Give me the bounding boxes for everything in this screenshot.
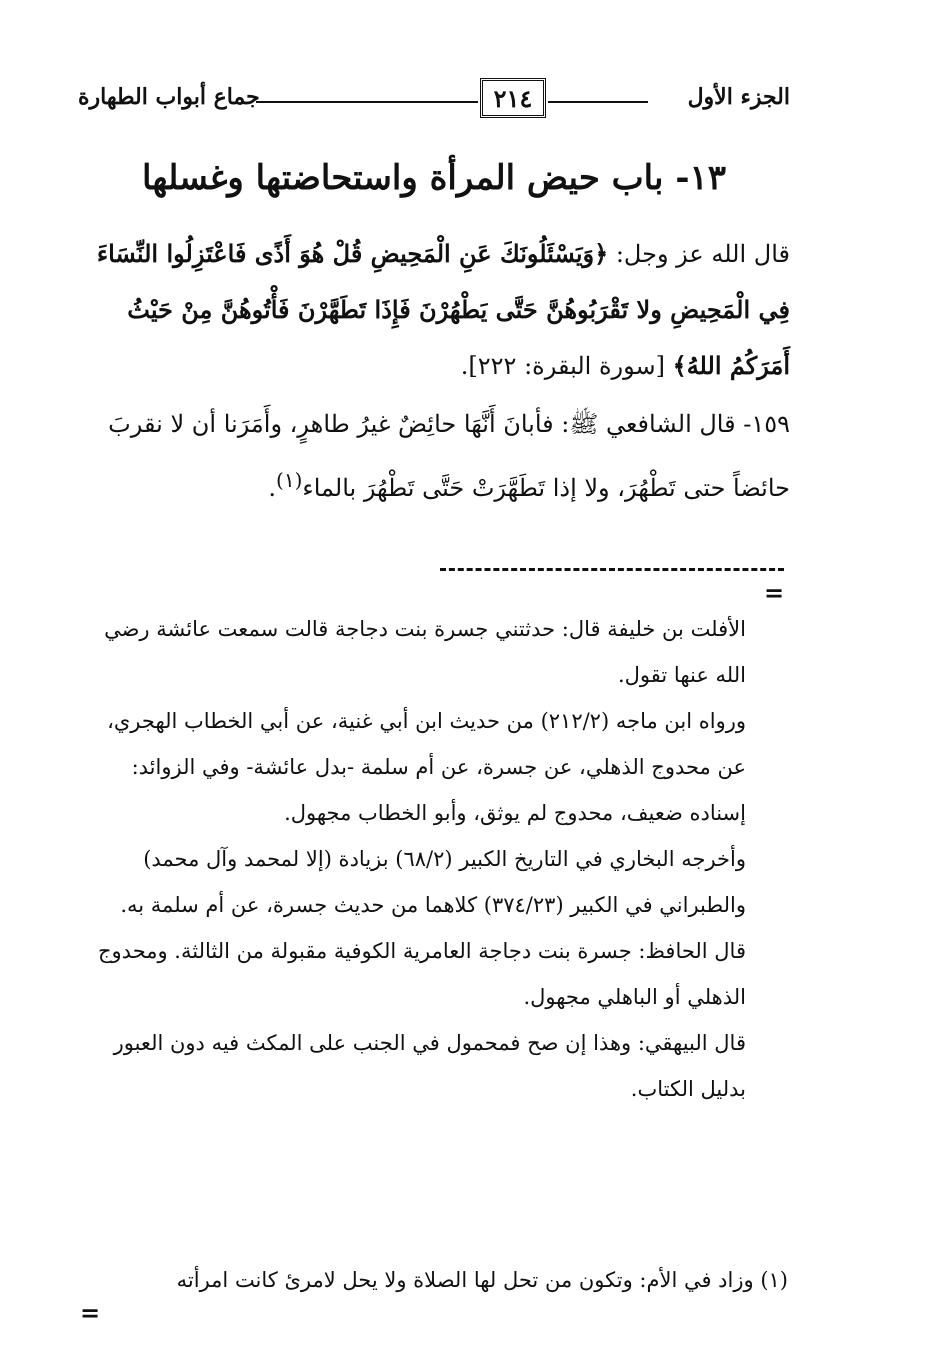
volume-label: الجزء الأول: [687, 84, 790, 110]
continued-mark-bottom: =: [80, 1298, 101, 1327]
footnote-paragraph: وأخرجه البخاري في التاريخ الكبير (٦٨/٢) بزيادة (إلا لمحمد وآل محمد) والطبراني في الكبير (٣٧٤/٢٣) كلاهما من حديث جسرة، عن أم سلمة به.: [120, 847, 746, 917]
footnote-paragraph: ورواه ابن ماجه (٢١٢/٢) من حديث ابن أبي غنية، عن أبي الخطاب الهجري، عن محدوج الذهلي، عن جسرة، عن أم سلمة -بدل عائشة- وفي الزوائد: إسناده ضعيف، محدوج لم يوثق، وأبو الخطاب مجهول.: [107, 709, 746, 825]
quran-reference: [سورة البقرة: ٢٢٢].: [460, 352, 673, 380]
page-number-box: [480, 78, 546, 118]
quran-intro: قال الله عز وجل:: [608, 240, 790, 268]
paragraph-159-end: .: [268, 474, 277, 502]
footnote-paragraph: قال الحافظ: جسرة بنت دجاجة العامرية الكوفية مقبولة من الثالثة. ومحدوج الذهلي أو الباهلي مجهول.: [97, 939, 746, 1009]
footnote-separator: [440, 568, 784, 571]
footnote-paragraph: قال البيهقي: وهذا إن صح فمحمول في الجنب على المكث فيه دون العبور بدليل الكتاب.: [113, 1031, 746, 1101]
continued-mark-top: =: [764, 578, 785, 607]
chapter-title: ١٣- باب حيض المرأة واستحاضتها وغسلها: [142, 158, 726, 198]
header-rule-left: [256, 101, 478, 103]
quran-paragraph: [78, 226, 790, 394]
footnotes-continued: [80, 606, 746, 1112]
section-label: جماع أبواب الطهارة: [78, 84, 260, 110]
quran-verse: ﴿وَيَسْئَلُونَكَ عَنِ الْمَحِيضِ قُلْ هُوَ أَذًى فَاعْتَزِلُوا النِّسَاءَ فِي الْمَحِيضِ ولا تَقْرَبُوهُنَّ حَتَّى يَطْهُرْنَ فَإِذَا تَطَهَّرْنَ فَأْتُوهُنَّ مِنْ حَيْثُ أَمَرَكُمُ اللهُ﴾: [96, 239, 790, 380]
footnote-1: (١) وزاد في الأم: وتكون من تحل لها الصلاة ولا يحل لامرئ كانت امرأته: [176, 1268, 788, 1292]
paragraph-159-text: ١٥٩- قال الشافعي ﷺ: فأبانَ أَنَّهَا حائِضٌ غيرُ طاهرٍ، وأَمَرَنا أن لا نقربَ حائضاً حتى تَطْهُرَ، ولا إذا تَطَهَّرَتْ حَتَّى تَطْهُرَ بالماء: [108, 410, 790, 502]
main-text: [78, 226, 790, 516]
page-number: ٢١٤: [493, 83, 533, 113]
footnote-paragraph: الأفلت بن خليفة قال: حدثتني جسرة بنت دجاجة قالت سمعت عائشة رضي الله عنها تقول.: [104, 617, 746, 687]
header-rule-right: [548, 101, 648, 103]
page-header: [78, 78, 790, 124]
paragraph-159: [78, 396, 790, 516]
footnote-marker: (١): [276, 468, 303, 492]
